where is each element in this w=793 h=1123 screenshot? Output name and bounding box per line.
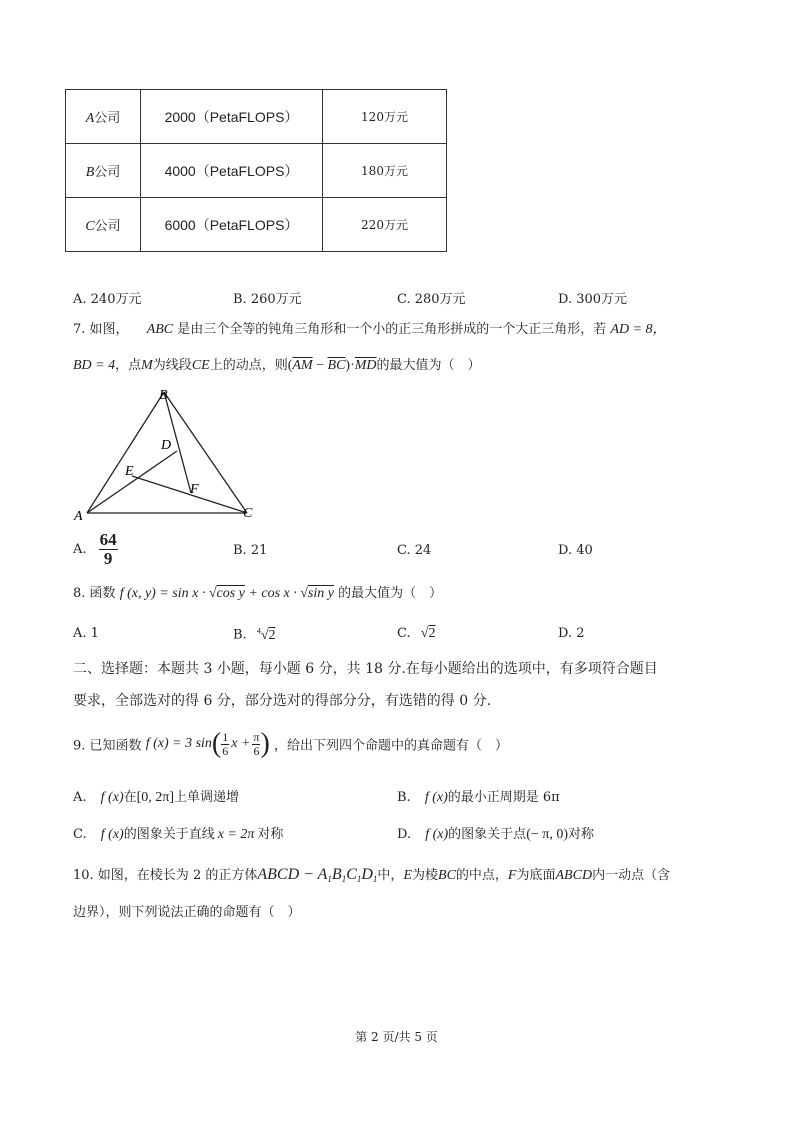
q8-option-b: B. $^4$√2 <box>233 626 276 643</box>
triangle-figure <box>70 380 270 525</box>
label-e: E <box>125 464 134 479</box>
table-row <box>66 90 447 144</box>
q10-stem-line1: 10. 如图，在棱长为 2 的正方体ABCD − $A_1B_1C_1D_1$中，E为棱BC的中点，F为底面ABCD内一动点（含 <box>73 866 671 884</box>
price-cell: 120万元 <box>323 90 447 144</box>
company-cell: B公司 <box>66 144 141 198</box>
table-row <box>66 144 447 198</box>
q7-stem-line1: 7. 如图， ABC 是由三个全等的钝角三角形和一个小的正三角形拼成的一个大正三角形，若 AD = 8， <box>73 322 667 337</box>
q9-option-b: B. f (x)的最小正周期是 6π <box>397 790 560 805</box>
capacity-cell: 4000（PetaFLOPS） <box>141 144 323 198</box>
q9-option-c: C. f (x)的图象关于直线 x = 2π 对称 <box>73 827 284 842</box>
q9-stem: 9. 已知函数 f (x) = 3 sin( $\frac{1}{6}$ x + $\frac{\pi}{6}$ ) ，给出下列四个命题中的真命题有（ ） <box>73 728 508 759</box>
q9-option-d: D. f (x)的图象关于点(− π, 0)对称 <box>397 827 594 842</box>
q8-option-d: D. 2 <box>558 626 585 641</box>
q6-option-d: D. 300万元 <box>558 292 628 307</box>
label-c: C <box>243 506 253 521</box>
section-2-heading-line1: 二、选择题：本题共 3 小题，每小题 6 分，共 18 分.在每小题给出的选项中，有多项符合题目 <box>73 661 658 677</box>
price-cell: 220万元 <box>323 198 447 252</box>
q10-stem-line2: 边界），则下列说法正确的命题有（ ） <box>73 905 301 920</box>
company-cell: A公司 <box>66 90 141 144</box>
page-number: 第 2 页/共 5 页 <box>355 1030 438 1044</box>
q6-option-c: C. 280万元 <box>397 292 466 307</box>
capacity-cell: 6000（PetaFLOPS） <box>141 198 323 252</box>
label-a: A <box>74 509 83 524</box>
q8-option-c: C. √2 <box>397 626 436 641</box>
q7-option-a: A. $\frac{64}{9}$ <box>73 530 117 568</box>
q8-stem: 8. 函数 f (x, y) = sin x · √cos y + cos x · √sin y 的最大值为（ ） <box>73 586 443 601</box>
q6-option-b: B. 260万元 <box>233 292 302 307</box>
price-cell: 180万元 <box>323 144 447 198</box>
company-cell: C公司 <box>66 198 141 252</box>
side-bc <box>164 392 247 513</box>
label-f: F <box>190 482 199 497</box>
side-ab <box>87 392 164 513</box>
q7-stem-line2: BD = 4，点M为线段CE上的动点，则$(\overline{AM} - \overline{BC})\cdot\overline{MD}$的最大值为（ ） <box>73 358 481 373</box>
capacity-cell: 2000（PetaFLOPS） <box>141 90 323 144</box>
section-2-heading-line2: 要求，全部选对的得 6 分，部分选对的得部分分，有选错的得 0 分. <box>73 693 492 709</box>
label-b: B <box>159 388 168 403</box>
fraction-64-9: $\frac{64}{9}$ <box>99 530 117 568</box>
segment-ad <box>87 451 177 513</box>
q8-option-a: A. 1 <box>73 626 99 641</box>
q6-option-a: A. 240万元 <box>73 292 142 307</box>
compute-price-table <box>65 89 447 252</box>
q7-option-d: D. 40 <box>558 543 593 558</box>
q7-option-b: B. 21 <box>233 543 268 558</box>
table-row <box>66 198 447 252</box>
label-d: D <box>161 438 172 453</box>
q7-option-c: C. 24 <box>397 543 432 558</box>
q9-option-a: A. f (x)在[0, 2π]上单调递增 <box>73 790 240 805</box>
